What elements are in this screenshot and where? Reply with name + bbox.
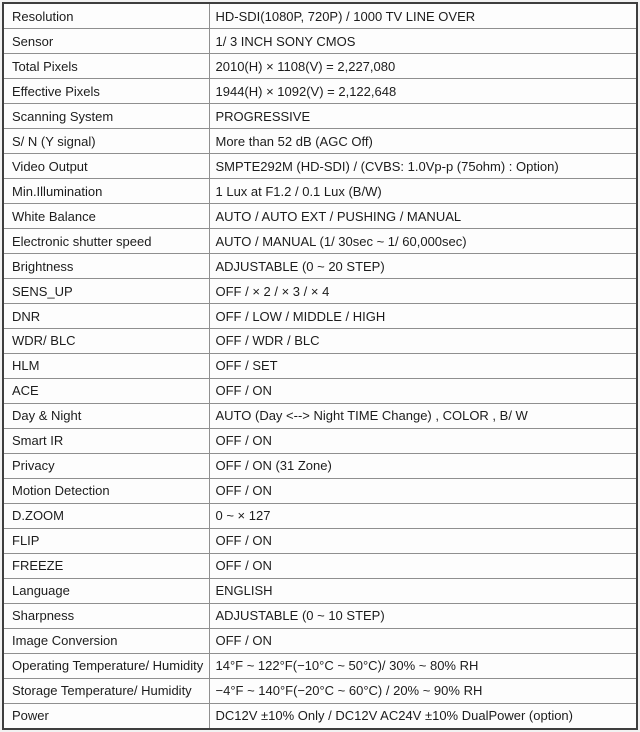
- table-row: [3, 154, 637, 179]
- table-row: [3, 478, 637, 503]
- table-row: [3, 528, 637, 553]
- spec-label: ACE: [3, 378, 209, 403]
- table-row: [3, 29, 637, 54]
- table-row: [3, 628, 637, 653]
- spec-label: S/ N (Y signal): [3, 129, 209, 154]
- table-row: [3, 503, 637, 528]
- spec-value: OFF / WDR / BLC: [209, 328, 637, 353]
- spec-value: OFF / SET: [209, 353, 637, 378]
- spec-label: Operating Temperature/ Humidity: [3, 653, 209, 678]
- spec-value: ADJUSTABLE (0 ~ 20 STEP): [209, 254, 637, 279]
- spec-value: 1944(H) × 1092(V) = 2,122,648: [209, 79, 637, 104]
- spec-label: FLIP: [3, 528, 209, 553]
- table-row: [3, 279, 637, 304]
- table-row: [3, 678, 637, 703]
- table-row: [3, 653, 637, 678]
- spec-value: OFF / ON: [209, 628, 637, 653]
- spec-value: AUTO / AUTO EXT / PUSHING / MANUAL: [209, 204, 637, 229]
- spec-value: HD-SDI(1080P, 720P) / 1000 TV LINE OVER: [209, 3, 637, 29]
- spec-value: 0 ~ × 127: [209, 503, 637, 528]
- spec-label: Electronic shutter speed: [3, 229, 209, 254]
- spec-value: AUTO (Day <--> Night TIME Change) , COLOR , B/ W: [209, 403, 637, 428]
- spec-value: 2010(H) × 1108(V) = 2,227,080: [209, 54, 637, 79]
- table-row: [3, 129, 637, 154]
- spec-label: Sensor: [3, 29, 209, 54]
- spec-label: Storage Temperature/ Humidity: [3, 678, 209, 703]
- table-row: [3, 304, 637, 329]
- spec-label: Motion Detection: [3, 478, 209, 503]
- spec-value: OFF / ON (31 Zone): [209, 453, 637, 478]
- spec-value: OFF / ON: [209, 428, 637, 453]
- spec-label: FREEZE: [3, 553, 209, 578]
- spec-label: HLM: [3, 353, 209, 378]
- spec-value: OFF / ON: [209, 528, 637, 553]
- spec-value: OFF / ON: [209, 378, 637, 403]
- spec-label: WDR/ BLC: [3, 328, 209, 353]
- spec-label: Day & Night: [3, 403, 209, 428]
- spec-value: OFF / ON: [209, 478, 637, 503]
- table-row: [3, 54, 637, 79]
- table-row: [3, 79, 637, 104]
- spec-label: Effective Pixels: [3, 79, 209, 104]
- spec-label: DNR: [3, 304, 209, 329]
- spec-value: OFF / LOW / MIDDLE / HIGH: [209, 304, 637, 329]
- spec-label: Language: [3, 578, 209, 603]
- table-row: [3, 3, 637, 29]
- table-row: [3, 703, 637, 729]
- spec-value: 1/ 3 INCH SONY CMOS: [209, 29, 637, 54]
- spec-value: More than 52 dB (AGC Off): [209, 129, 637, 154]
- table-row: [3, 229, 637, 254]
- spec-label: Image Conversion: [3, 628, 209, 653]
- spec-table-body: [3, 3, 637, 729]
- table-row: [3, 378, 637, 403]
- spec-label: Brightness: [3, 254, 209, 279]
- spec-label: Privacy: [3, 453, 209, 478]
- spec-value: 1 Lux at F1.2 / 0.1 Lux (B/W): [209, 179, 637, 204]
- spec-label: Total Pixels: [3, 54, 209, 79]
- spec-label: SENS_UP: [3, 279, 209, 304]
- table-row: [3, 179, 637, 204]
- table-row: [3, 453, 637, 478]
- table-row: [3, 254, 637, 279]
- table-row: [3, 603, 637, 628]
- table-row: [3, 104, 637, 129]
- table-row: [3, 204, 637, 229]
- spec-value: ADJUSTABLE (0 ~ 10 STEP): [209, 603, 637, 628]
- spec-value: DC12V ±10% Only / DC12V AC24V ±10% DualPower (option): [209, 703, 637, 729]
- spec-value: AUTO / MANUAL (1/ 30sec ~ 1/ 60,000sec): [209, 229, 637, 254]
- table-row: [3, 328, 637, 353]
- spec-value: ENGLISH: [209, 578, 637, 603]
- spec-value: 14°F ~ 122°F(−10°C ~ 50°C)/ 30% ~ 80% RH: [209, 653, 637, 678]
- spec-label: Smart IR: [3, 428, 209, 453]
- spec-value: OFF / ON: [209, 553, 637, 578]
- spec-label: Video Output: [3, 154, 209, 179]
- spec-value: OFF / × 2 / × 3 / × 4: [209, 279, 637, 304]
- spec-value: PROGRESSIVE: [209, 104, 637, 129]
- spec-label: Resolution: [3, 3, 209, 29]
- spec-label: Sharpness: [3, 603, 209, 628]
- spec-label: White Balance: [3, 204, 209, 229]
- table-row: [3, 553, 637, 578]
- spec-value: SMPTE292M (HD-SDI) / (CVBS: 1.0Vp-p (75ohm) : Option): [209, 154, 637, 179]
- spec-label: Min.Illumination: [3, 179, 209, 204]
- spec-value: −4°F ~ 140°F(−20°C ~ 60°C) / 20% ~ 90% RH: [209, 678, 637, 703]
- table-row: [3, 353, 637, 378]
- spec-label: Scanning System: [3, 104, 209, 129]
- table-row: [3, 403, 637, 428]
- table-row: [3, 578, 637, 603]
- spec-table: [2, 2, 638, 730]
- spec-label: Power: [3, 703, 209, 729]
- table-row: [3, 428, 637, 453]
- spec-label: D.ZOOM: [3, 503, 209, 528]
